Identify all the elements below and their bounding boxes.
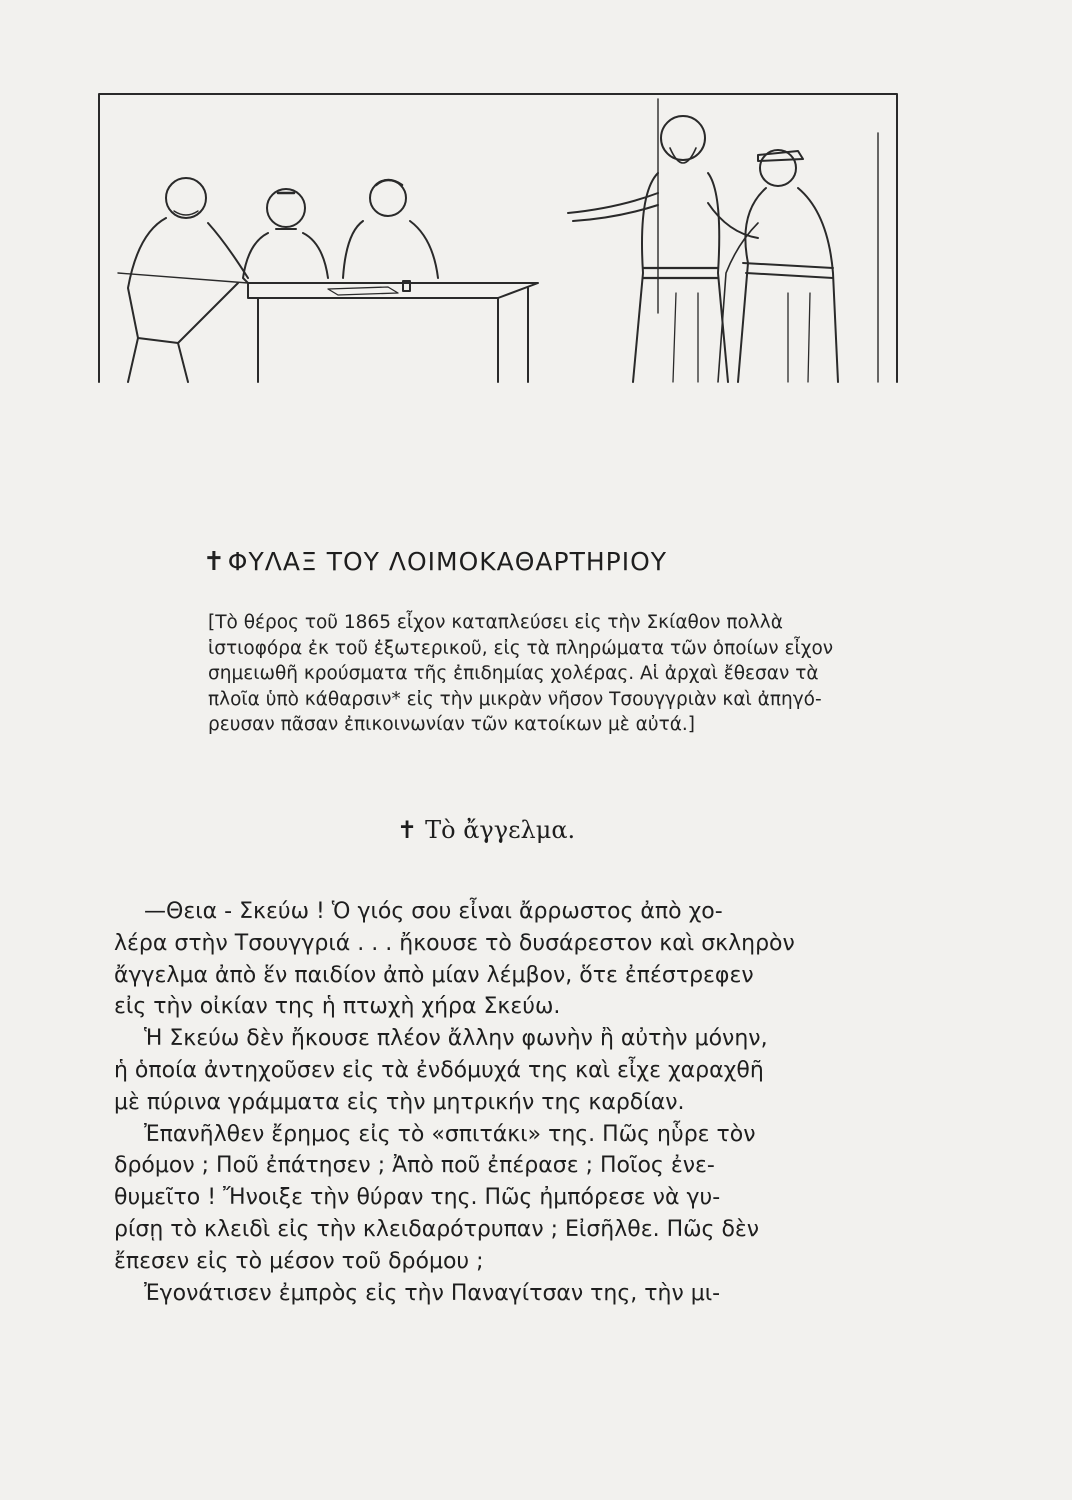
body-line: —Θεια - Σκεύω ! Ὁ γιός σου εἶναι ἄρρωστος ἀπὸ χο- bbox=[144, 899, 723, 924]
intro-line: πλοῖα ὑπὸ κάθαρσιν* εἰς τὴν μικρὰν νῆσον Τσουγγριὰν καὶ ἀπηγό- bbox=[208, 688, 822, 710]
body-text bbox=[114, 896, 924, 1309]
section-heading bbox=[397, 816, 697, 844]
cross-mark-icon: ✝ bbox=[203, 547, 226, 577]
body-line: λέρα στὴν Τσουγγριά . . . ἤκουσε τὸ δυσάρεστον καὶ σκληρὸν bbox=[114, 930, 795, 956]
illustration bbox=[98, 93, 898, 383]
chapter-title-text: ΦΥΛΑΞ ΤΟΥ ΛΟΙΜΟΚΑΘΑΡΤΗΡΙΟΥ bbox=[227, 547, 668, 576]
intro-line: σημειωθῆ κρούσματα τῆς ἐπιδημίας χολέρας. Αἱ ἀρχαὶ ἔθεσαν τὰ bbox=[208, 663, 819, 684]
body-line: θυμεῖτο ! Ἤνοιξε τὴν θύραν της. Πῶς ἠμπόρεσε νὰ γυ- bbox=[114, 1185, 721, 1211]
intro-line: ἱστιοφόρα ἐκ τοῦ ἐξωτερικοῦ, εἰς τὰ πληρώματα τῶν ὁποίων εἶχον bbox=[208, 637, 834, 659]
intro-line: ρευσαν πᾶσαν ἐπικοινωνίαν τῶν κατοίκων μὲ αὐτά.] bbox=[208, 714, 696, 735]
body-line: Ἐπανῆλθεν ἔρημος εἰς τὸ «σπιτάκι» της. Πῶς ηὗρε τὸν bbox=[144, 1121, 756, 1147]
body-line: ἄγγελμα ἀπὸ ἕν παιδίον ἀπὸ μίαν λέμβον, ὅτε ἐπέστρεφεν bbox=[114, 962, 754, 988]
cross-mark-icon: ✝ bbox=[397, 816, 418, 844]
body-line: εἰς τὴν οἰκίαν της ἡ πτωχὴ χήρα Σκεύω. bbox=[114, 994, 561, 1020]
body-line: δρόμον ; Ποῦ ἐπάτησεν ; Ἀπὸ ποῦ ἐπέρασε ; Ποῖος ἐνε- bbox=[114, 1153, 715, 1179]
body-line: Ἐγονάτισεν ἐμπρὸς εἰς τὴν Παναγίτσαν της, τὴν μι- bbox=[144, 1280, 721, 1306]
section-heading-text: Τὸ ἄγγελμα. bbox=[425, 816, 576, 844]
body-line: Ἡ Σκεύω δὲν ἤκουσε πλέον ἄλλην φωνὴν ἢ αὐτὴν μόνην, bbox=[144, 1026, 768, 1052]
body-line: μὲ πύρινα γράμματα εἰς τὴν μητρικήν της καρδίαν. bbox=[114, 1089, 685, 1115]
body-line: ρίσῃ τὸ κλειδὶ εἰς τὴν κλειδαρότρυπαν ; Εἰσῆλθε. Πῶς δὲν bbox=[114, 1216, 760, 1242]
intro-line: [Τὸ θέρος τοῦ 1865 εἶχον καταπλεύσει εἰς τὴν Σκίαθον πολλὰ bbox=[208, 612, 783, 633]
illustration-drawing bbox=[98, 93, 898, 383]
chapter-title bbox=[203, 547, 863, 577]
intro-note bbox=[208, 610, 920, 738]
body-line: ἡ ὁποία ἀντηχοῦσεν εἰς τὰ ἐνδόμυχά της καὶ εἶχε χαραχθῆ bbox=[114, 1057, 764, 1083]
body-line: ἔπεσεν εἰς τὸ μέσον τοῦ δρόμου ; bbox=[114, 1248, 484, 1274]
